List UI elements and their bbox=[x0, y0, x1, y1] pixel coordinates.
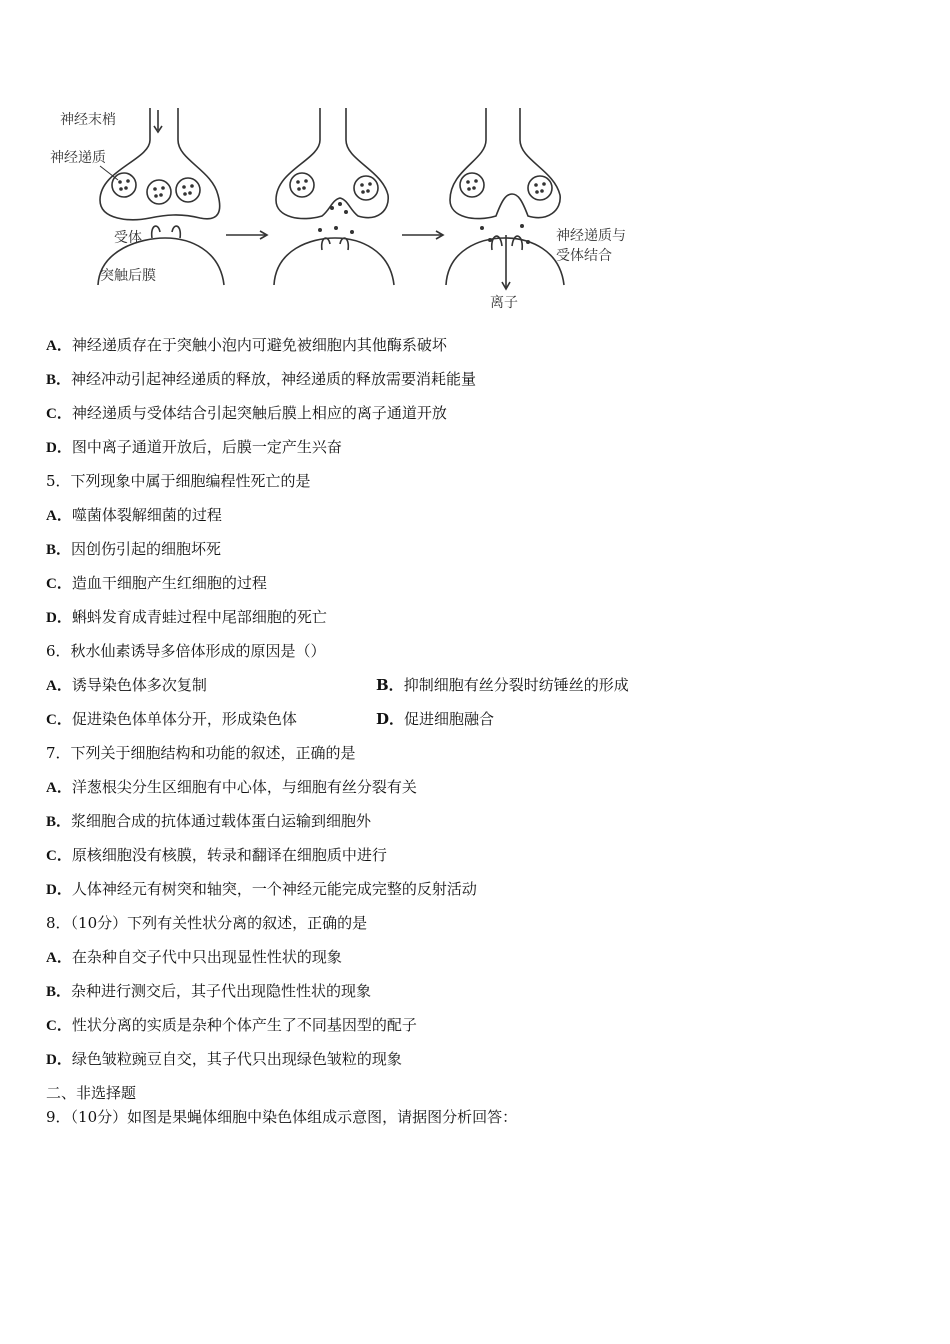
label-receptor: 受体 bbox=[114, 230, 142, 246]
q7-stem: 7．下列关于细胞结构和功能的叙述，正确的是 bbox=[46, 744, 356, 762]
option-text: 噬菌体裂解细菌的过程 bbox=[71, 506, 222, 524]
label-binding-line1: 神经递质与 bbox=[556, 228, 626, 244]
option-text: 杂种进行测交后，其子代出现隐性性状的现象 bbox=[71, 982, 372, 1000]
option-letter: D． bbox=[46, 440, 72, 456]
option-letter: C． bbox=[46, 576, 72, 592]
option-text: 促进染色体单体分开，形成染色体 bbox=[71, 710, 297, 728]
arrow-1-icon bbox=[226, 231, 267, 239]
option-letter: B． bbox=[46, 372, 72, 388]
option-letter: C． bbox=[46, 1018, 72, 1034]
option-letter: C． bbox=[46, 712, 72, 728]
q8-option-a bbox=[46, 947, 342, 968]
option-letter: A． bbox=[46, 338, 72, 354]
option-letter: B． bbox=[46, 984, 72, 1000]
option-text: 人体神经元有树突和轴突，一个神经元能完成完整的反射活动 bbox=[71, 880, 477, 898]
label-neurotransmitter: 神经递质 bbox=[50, 150, 106, 166]
label-nerve-ending: 神经末梢 bbox=[60, 112, 116, 128]
option-letter: D． bbox=[46, 1052, 72, 1068]
q4-option-b bbox=[46, 369, 476, 390]
label-postsynaptic-membrane: 突触后膜 bbox=[100, 268, 156, 284]
option-letter: D． bbox=[376, 710, 405, 728]
q5-option-a bbox=[46, 505, 222, 526]
option-letter: D． bbox=[46, 610, 72, 626]
q8-option-d bbox=[46, 1049, 402, 1070]
q4-option-d bbox=[46, 437, 342, 458]
option-text: 原核细胞没有核膜，转录和翻译在细胞质中进行 bbox=[71, 846, 387, 864]
option-text: 绿色皱粒豌豆自交，其子代只出现绿色皱粒的现象 bbox=[71, 1050, 402, 1068]
q6-option-c bbox=[46, 709, 297, 730]
option-text: 抑制细胞有丝分裂时纺锤丝的形成 bbox=[403, 676, 629, 694]
q8-option-b bbox=[46, 981, 371, 1002]
synapse-figure bbox=[40, 100, 680, 315]
option-text: 浆细胞合成的抗体通过载体蛋白运输到细胞外 bbox=[71, 812, 372, 830]
option-text: 神经递质与受体结合引起突触后膜上相应的离子通道开放 bbox=[71, 404, 447, 422]
q5-stem: 5．下列现象中属于细胞编程性死亡的是 bbox=[46, 472, 311, 490]
option-letter: A． bbox=[46, 950, 72, 966]
option-text: 在杂种自交子代中只出现显性性状的现象 bbox=[71, 948, 342, 966]
option-text: 造血干细胞产生红细胞的过程 bbox=[71, 574, 267, 592]
option-letter: C． bbox=[46, 848, 72, 864]
option-text: 促进细胞融合 bbox=[404, 710, 495, 728]
q9-stem: 9．（10分）如图是果蝇体细胞中染色体组成示意图，请据图分析回答： bbox=[46, 1108, 518, 1126]
option-letter: B． bbox=[376, 676, 404, 694]
synapse-panel-3 bbox=[446, 108, 564, 289]
option-text: 洋葱根尖分生区细胞有中心体，与细胞有丝分裂有关 bbox=[71, 778, 417, 796]
option-text: 神经冲动引起神经递质的释放，神经递质的释放需要消耗能量 bbox=[71, 370, 477, 388]
option-letter: C． bbox=[46, 406, 72, 422]
option-text: 诱导染色体多次复制 bbox=[71, 676, 207, 694]
synapse-diagram bbox=[40, 100, 680, 315]
q4-option-c bbox=[46, 403, 447, 424]
section-title: 二、非选择题 bbox=[46, 1084, 137, 1102]
q7-option-b bbox=[46, 811, 371, 832]
q7-option-d bbox=[46, 879, 477, 900]
q6-option-d bbox=[376, 709, 494, 729]
option-letter: B． bbox=[46, 814, 72, 830]
option-text: 图中离子通道开放后，后膜一定产生兴奋 bbox=[71, 438, 342, 456]
option-letter: A． bbox=[46, 508, 72, 524]
label-binding-line2: 受体结合 bbox=[556, 248, 612, 264]
q7-option-a bbox=[46, 777, 417, 798]
option-text: 因创伤引起的细胞坏死 bbox=[71, 540, 222, 558]
option-letter: A． bbox=[46, 678, 72, 694]
q6-option-b bbox=[376, 675, 629, 695]
q8-option-c bbox=[46, 1015, 417, 1036]
option-text: 蝌蚪发育成青蛙过程中尾部细胞的死亡 bbox=[71, 608, 327, 626]
option-letter: A． bbox=[46, 780, 72, 796]
option-text: 性状分离的实质是杂种个体产生了不同基因型的配子 bbox=[71, 1016, 417, 1034]
q6-option-a bbox=[46, 675, 207, 696]
label-ion: 离子 bbox=[490, 295, 518, 311]
q5-option-b bbox=[46, 539, 221, 560]
option-letter: B． bbox=[46, 542, 72, 558]
synapse-panel-2 bbox=[274, 108, 394, 285]
q4-option-a bbox=[46, 335, 447, 356]
q7-option-c bbox=[46, 845, 387, 866]
option-text: 神经递质存在于突触小泡内可避免被细胞内其他酶系破坏 bbox=[71, 336, 447, 354]
q5-option-c bbox=[46, 573, 267, 594]
arrow-2-icon bbox=[402, 231, 443, 239]
q5-option-d bbox=[46, 607, 327, 628]
option-letter: D． bbox=[46, 882, 72, 898]
q6-stem: 6．秋水仙素诱导多倍体形成的原因是（） bbox=[46, 642, 326, 660]
q8-stem: 8．（10分）下列有关性状分离的叙述，正确的是 bbox=[46, 914, 368, 932]
